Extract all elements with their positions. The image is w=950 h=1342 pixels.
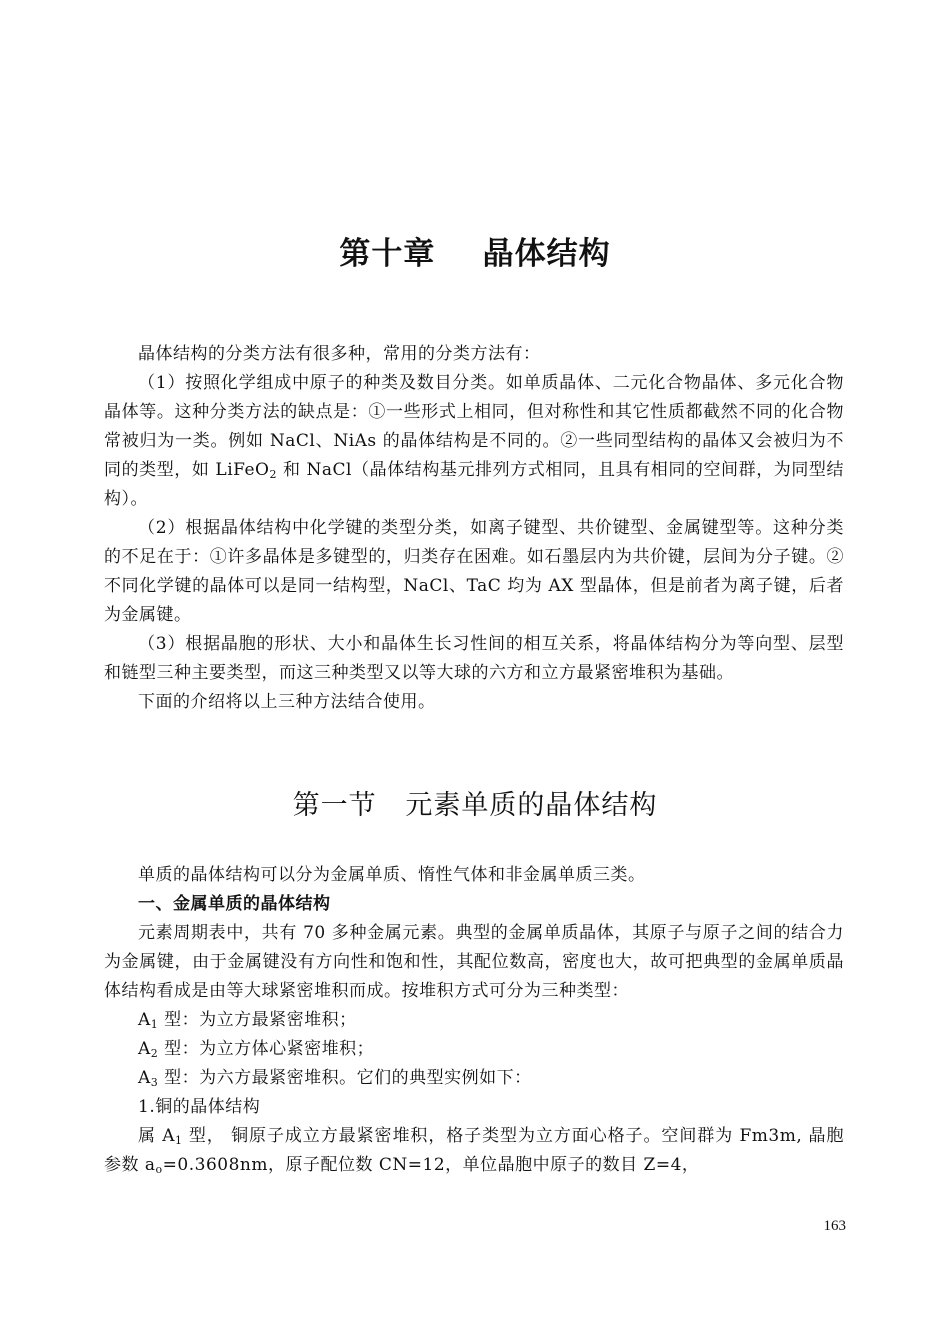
content-paragraph-3-subscript-2: o — [155, 1163, 163, 1176]
intro-paragraph-4: （3）根据晶胞的形状、大小和晶体生长习性间的相互关系，将晶体结构分为等向型、层型和链型三种主要类型，而这三种类型又以等大球的六方和立方最紧密堆积为基础。 — [104, 634, 844, 683]
chapter-name: 晶体结构 — [482, 236, 611, 272]
content-block — [104, 861, 844, 1180]
copper-heading: 1.铜的晶体结构 — [138, 1097, 261, 1117]
intro-paragraph-1: 晶体结构的分类方法有很多种，常用的分类方法有： — [138, 344, 541, 364]
intro-paragraph-3: （2）根据晶体结构中化学键的类型分类，如离子键型、共价键型、金属键型等。这种分类的不足在于：①许多晶体是多键型的，归类存在困难。如石墨层内为共价键，层间为分子键。②不同化学键的晶体可以是同一结构型，NaCl、TaC 均为 AX 型晶体，但是前者为离子键，后者为金属键。 — [104, 518, 844, 625]
intro-paragraph-2 — [104, 369, 844, 514]
content-paragraph-2: 元素周期表中，共有 70 多种金属元素。典型的金属单质晶体，其原子与原子之间的结合力为金属键，由于金属键没有方向性和饱和性，其配位数高，密度也大，故可把典型的金属单质晶体结构看成是由等大球紧密堆积而成。按堆积方式可分为三种类型： — [104, 923, 844, 1001]
type-a1-text: 型：为立方最紧密堆积； — [158, 1010, 357, 1030]
type-a3-text: 型：为六方最紧密堆积。它们的典型实例如下： — [158, 1068, 532, 1088]
intro-paragraph-2-text-a: （1）按照化学组成中原子的种类及数目分类。如单质晶体、二元化合物晶体、多元化合物晶体等。这种分类方法的缺点是：①一些形式上相同，但对称性和其它性质都截然不同的化合物常被归为一类。例如 NaCl、NiAs 的晶体结构是不同的。②一些同型结构的晶体又会被归为不同的类型，如 LiFeO — [104, 373, 844, 480]
content-paragraph-1: 单质的晶体结构可以分为金属单质、惰性气体和非金属单质三类。 — [138, 865, 646, 885]
subsection-heading: 一、金属单质的晶体结构 — [138, 894, 331, 914]
type-a3-item — [104, 1064, 844, 1093]
content-paragraph-3-subscript-1: 1 — [175, 1134, 183, 1147]
intro-paragraph-2-subscript: 2 — [269, 468, 277, 481]
intro-paragraph-2-text-b: 和 NaCl（晶体结构基元排列方式相同，且具有相同的空间群，为同型结构）。 — [104, 460, 844, 509]
intro-paragraph-5: 下面的介绍将以上三种方法结合使用。 — [138, 692, 436, 712]
content-paragraph-3-text-a: 属 A — [138, 1126, 176, 1146]
content-paragraph-3 — [104, 1122, 844, 1180]
section-number: 第一节 — [292, 790, 377, 821]
section-title — [0, 783, 950, 822]
chapter-number: 第十章 — [339, 236, 436, 272]
type-a2-symbol: A — [138, 1039, 151, 1059]
type-a1-symbol: A — [138, 1010, 151, 1030]
type-a2-item — [104, 1035, 844, 1064]
type-a1-subscript: 1 — [150, 1018, 159, 1031]
type-a3-symbol: A — [138, 1068, 151, 1088]
type-a1-item — [104, 1006, 844, 1035]
content-paragraph-3-text-b: 型， 铜原子成立方最紧密堆积，格子类型为立方面心格子。空间群为 Fm3m, 晶胞参数 a — [104, 1126, 844, 1175]
type-a2-text: 型：为立方体心紧密堆积； — [158, 1039, 375, 1059]
page-number: 163 — [823, 1218, 846, 1234]
type-a2-subscript: 2 — [150, 1047, 159, 1060]
section-name: 元素单质的晶体结构 — [405, 790, 658, 821]
chapter-title — [0, 228, 950, 273]
intro-block — [104, 340, 844, 717]
content-paragraph-3-text-c: =0.3608nm，原子配位数 CN=12，单位晶胞中原子的数目 Z=4， — [162, 1155, 700, 1175]
type-a3-subscript: 3 — [150, 1076, 159, 1089]
